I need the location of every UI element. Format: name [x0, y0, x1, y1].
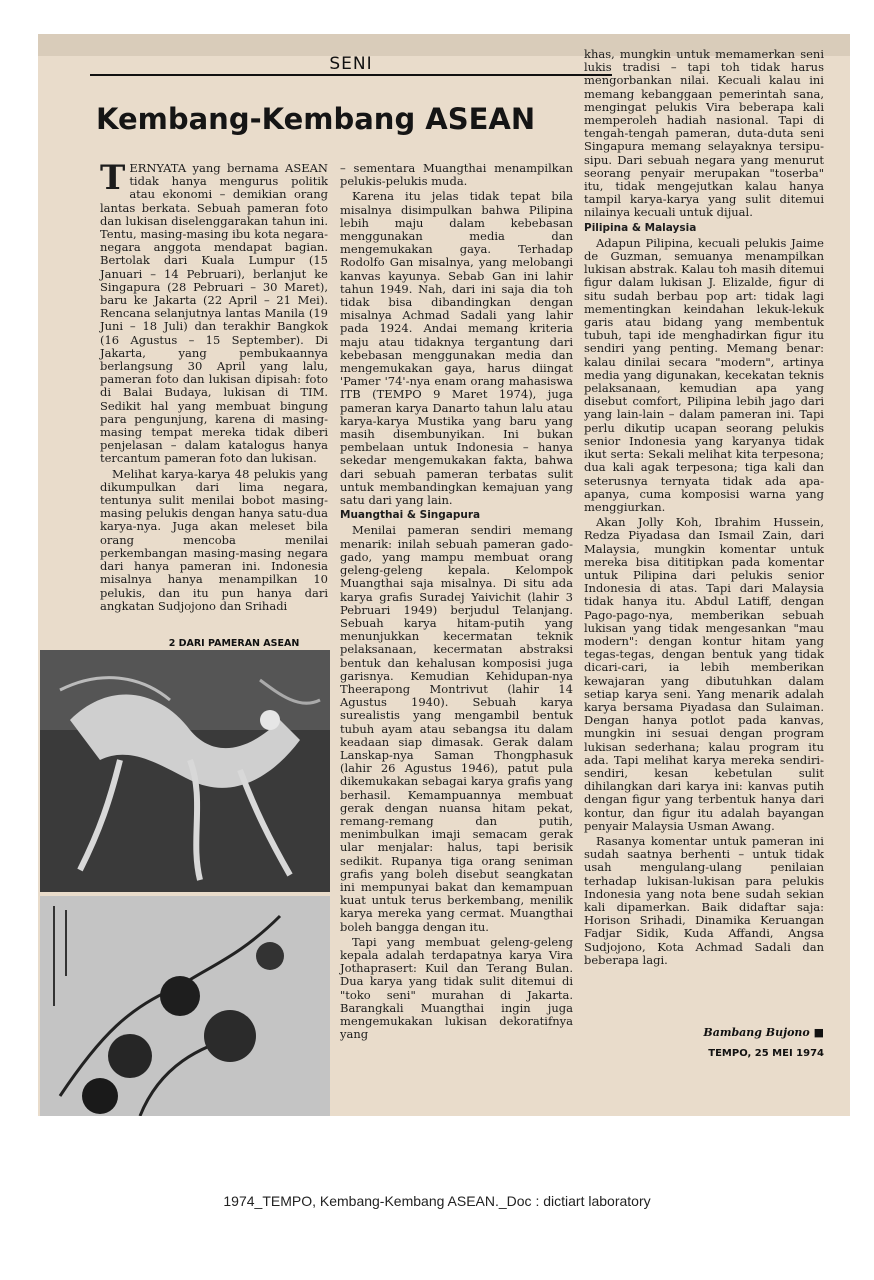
- document-footer-caption: 1974_TEMPO, Kembang-Kembang ASEAN._Doc : dictiart laboratory: [223, 1193, 651, 1209]
- paragraph: khas, mungkin untuk memamerkan seni lukis tradisi – tapi toh tidak harus mengorbankan nilai. Kecuali kalau ini memang kebanggaan pemerintah sana, mengingat pelukis Vira beberapa kali memperoleh hadiah nasional. Tapi di tengah-tengah pameran, duta-duta seni Singapura memang selayaknya tersipu-sipu. Dari sebuah negara yang menurut seorang penyair merupakan "toserba" itu, tidak mengejutkan kalau hanya tampil karya-karya yang sulit ditemui nilainya kecuali untuk dijual.: [584, 47, 824, 220]
- lead-paragraph: [100, 158, 328, 466]
- flower-painting-illustration: [40, 896, 330, 1116]
- author-name: Bambang Bujono: [703, 1026, 810, 1039]
- paragraph: Karena itu jelas tidak tepat bila misalnya disimpulkan bahwa Pilipina lebih maju dalam kebebasan menggunakan media dan mengemukakan gaya. Terhadap Rodolfo Gan misalnya, yang melobangi kanvas kayunya. Sebab Gan ini lahir tahun 1949. Nah, dari ini saja dia toh tidak bisa dibandingkan dengan misalnya Achmad Sadali yang lahir pada 1924. Andai memang kriteria maju atau tidaknya tergantung dari kebebasan menggunakan media dan mengemukakan gaya, harus diingat 'Pamer '74'-nya enam orang mahasiswa ITB (TEMPO 9 Maret 1974), juga pameran karya Danarto tahun lalu atau karya-karya Mustika yang baru yang masih disembunyikan. Ini bukan pembelaan untuk Indonesia – hanya sekedar mengemukakan fakta, bahwa dari sebuah pameran terbatas sulit untuk membandingkan kemajuan yang satu dari yang lain.: [340, 189, 573, 508]
- article-column-1: [100, 158, 328, 615]
- lead-paragraph-text: ERNYATA yang bernama ASEAN tidak hanya mengurus politik atau ekonomi – demikian orang lantas berkata. Sebuah pameran foto dan lukisan diselenggarakan tahun ini. Tentu, masing-masing ibu kota negara-negara anggota mendapat bagian. Bertolak dari Kuala Lumpur (15 Januari – 14 Pebruari), berlanjut ke Singapura (28 Pebruari – 30 Maret), baru ke Jakarta (22 April – 21 Mei). Rencana selanjutnya lantas Manila (19 Juni – 18 Juli) dan terakhir Bangkok (16 Agustus – 15 September). Di Jakarta, yang pembukaannya berlangsung 30 April yang lalu, pameran foto dan lukisan dipisah: foto di Balai Budaya, lukisan di TIM. Sedikit hal yang membuat bingung para pengunjung, karena di masing-masing tempat mereka tidak diberi penjelasan – dalam katalogus hanya tercantum pameran foto dan lukisan.: [100, 161, 328, 466]
- flower-painting-image: [40, 896, 330, 1116]
- article-column-2: [340, 162, 573, 1043]
- paragraph: Akan Jolly Koh, Ibrahim Hussein, Redza Piyadasa dan Ismail Zain, dari Malaysia, mungkin komentar untuk mereka bisa dititipkan pada komentar untuk Pilipina dari pelukis senior Indonesia di atas. Tapi dari Malaysia tidak hanya itu. Abdul Latiff, dengan Pago-pago-nya, memberikan sebuah lukisan yang tidak mengesankan "mau modern": dengan kontur hitam yang tegas-tegas, dengan bentuk yang tidak dicari-cari, ia lebih memberikan kewajaran yang dibutuhkan dalam setiap karya seni. Yang menarik adalah karya bersama Piyadasa dan Sulaiman. Dengan hanya potlot pada kanvas, mungkin ini sesuai dengan program lukisan sederhana; kalau program itu ada. Tapi melihat karya mereka sendiri-sendiri, kesan kebetulan sulit dihilangkan dari karya ini: kanvas putih dengan figur yang terbentuk hanya dari kontur, dan figur itu adalah bayangan penyair Malaysia Usman Awang.: [584, 515, 824, 833]
- subheading-pilipina: Pilipina & Malaysia: [584, 221, 697, 234]
- drop-cap: T: [100, 158, 126, 198]
- byline: [578, 1026, 824, 1039]
- paragraph: Adapun Pilipina, kecuali pelukis Jaime de Guzman, semuanya menampilkan lukisan abstrak. Kalau toh masih ditemui figur dalam lukisan J. Elizalde, figur di situ sudah berbau pop art: tidak lagi mementingkan keindahan lekuk-lekuk garis atau bidang yang membentuk tubuh, tapi ide menghadirkan figur itu sendiri yang penting. Memang benar: kalau dinilai secara "modern", artinya media yang digunakan, kecekatan teknis pelaksanaan, kemudian apa yang disebut comfort, Pilipina lebih jago dari yang lain-lain – dalam pameran ini. Tapi perlu dikutip ucapan seorang pelukis senior Indonesia yang karyanya tidak ikut serta: Sekali melihat kita terpesona; dua kali agak terpesona; tiga kali dan seterusnya ternyata tidak ada apa-apanya, cuma komposisi warna yang menggiurkan.: [584, 235, 824, 514]
- paragraph: Melihat karya-karya 48 pelukis yang dikumpulkan dari lima negara, tentunya sulit menilai bobot masing-masing pelukis dengan hanya satu-dua karya-nya. Juga akan meleset bila orang mencoba menilai perkembangan masing-masing negara dari hanya pameran ini. Indonesia misalnya hanya menampilkan 10 pelukis, dan itu pun hanya dari angkatan Sudjojono dan Srihadi: [100, 466, 328, 613]
- paragraph: Menilai pameran sendiri memang menarik: inilah sebuah pameran gado-gado, yang mampu membuat orang geleng-geleng kepala. Kelompok Muangthai saja misalnya. Di situ ada karya grafis Suradej Yaivichit (lahir 3 Pebruari 1949) berjudul Telanjang. Sebuah karya hitam-putih yang menunjukkan kecermatan teknik pelaksanaan, kecermatan abstraksi bentuk dan kehalusan komposisi juga garisnya. Kemudian Kehidupan-nya Theerapong Montrivut (lahir 14 Agustus 1940). Sebuah karya surealistis yang mengambil bentuk tubuh ayam atau sebangsa itu dalam keadaan siap dimasak. Gerak dalam Lanskap-nya Saman Thongphasuk (lahir 26 Agustus 1946), patut pula dikemukakan sebagai karya grafis yang berhasil. Kemampuannya membuat gerak dengan nuansa hitam pekat, remang-remang dan putih, menimbulkan imaji semacam gerak ular menjalar: halus, tapi berisik sedikit. Rupanya tiga orang seniman grafis yang boleh disebut seangkatan ini mempunyai bakat dan kemampuan kuat untuk terus berkembang, menilik karya mereka yang cermat. Muangthai boleh bangga dengan itu.: [340, 523, 573, 934]
- horse-painting-image: [40, 650, 330, 892]
- paragraph: – sementara Muangthai menampilkan pelukis-pelukis muda.: [340, 161, 573, 189]
- horse-painting-illustration: [40, 650, 330, 892]
- section-label: SENI: [90, 54, 612, 76]
- article-column-3: [584, 48, 824, 969]
- subheading-muangthai: Muangthai & Singapura: [340, 509, 481, 522]
- article-headline: Kembang-Kembang ASEAN: [96, 102, 536, 136]
- photo-caption: 2 DARI PAMERAN ASEAN: [168, 638, 300, 649]
- paragraph: Tapi yang membuat geleng-geleng kepala adalah terdapatnya karya Vira Jothaprasert: Kuil dan Terang Bulan. Dua karya yang tidak sulit ditemui di "toko seni" murahan di Jakarta. Barangkali Muangthai ingin juga mengemukakan lukisan dekoratifnya yang: [340, 934, 573, 1042]
- paragraph: Rasanya komentar untuk pameran ini sudah saatnya berhenti – untuk tidak usah mengulang-ulang penilaian terhadap lukisan-lukisan para pelukis Indonesia yang nota bene sudah sekian kali dipamerkan. Baik didaftar saja: Horison Srihadi, Dinamika Keruangan Fadjar Sidik, Kuda Affandi, Angsa Sudjojono, Kota Achmad Sadali dan beberapa lagi.: [584, 833, 824, 967]
- newspaper-clipping: [38, 34, 850, 1116]
- dateline: TEMPO, 25 MEI 1974: [708, 1048, 824, 1059]
- end-mark: ■: [813, 1026, 824, 1039]
